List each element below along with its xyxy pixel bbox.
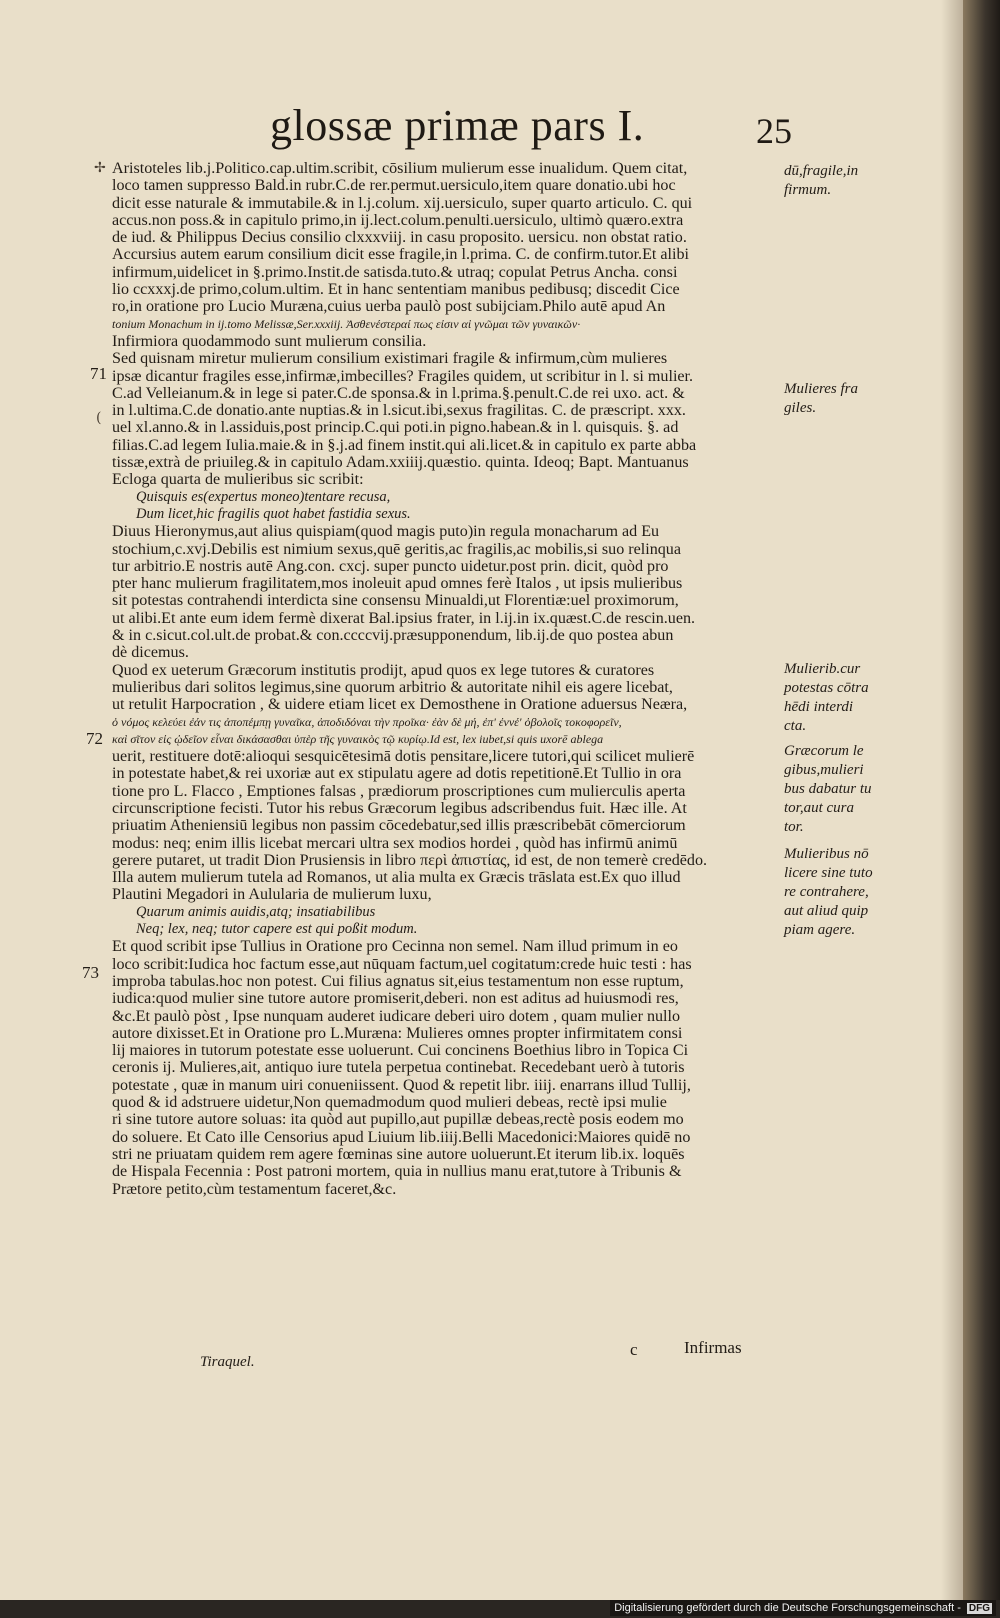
text-line: Ecloga quarta de mulieribus sic scribit:	[112, 471, 364, 489]
digitization-credit	[610, 1600, 996, 1616]
text-line: C.ad Velleianum.& in lege si pater.C.de sponsa.& in l.prima.§.penult.C.de rei uxo. act. &	[112, 384, 685, 402]
text-line: in l.ultima.C.de donatio.ante nuptias.& in l.sicut.ibi,sexus fragilitas. C. de præscript. xxx.	[112, 402, 686, 420]
text-line: Diuus Hieronymus,aut alius quispiam(quod magis puto)in regula monacharum ad Eu	[112, 523, 660, 541]
text-line: Et quod scribit ipse Tullius in Oratione pro Cecinna non semel. Nam illud primum in eo	[112, 938, 678, 956]
margin-number-72: 72	[86, 729, 103, 748]
text-line: accus.non poss.& in capitulo primo,in ij.lect.colum.penulti.uersiculo, ultimò quæro.extra	[112, 211, 684, 229]
text-line: tissæ,extrà de priuileg.& in capitulo Adam.xxiiij.quæstio. quinta. Ideoq; Bapt. Mantuanus	[112, 454, 689, 472]
dfg-logo: DFG	[968, 1602, 990, 1614]
text-line: lij maiores in tutorum potestate esse uoluerunt. Cui concinens Boethius libro in Topica Ci	[112, 1042, 689, 1060]
text-line: Sed quisnam miretur mulierum consilium existimari fragile & infirmum,cùm mulieres	[112, 350, 668, 368]
text-line: in potestate habet,& rei uxoriæ aut ex stipulatu agere ad dotis repetitionē.Et Tullio in ora	[112, 765, 682, 783]
book-edge	[963, 0, 1000, 1600]
text-line: lio ccxxxj.de primo,colum.ultim. Et in hanc sententiam manibus pedibusq; discedit Cice	[112, 281, 680, 299]
text-line: stri ne priuatam quidem rem agere fœminas sine autore uoluerunt.Et iterum lib.ix. loquēs	[112, 1145, 685, 1163]
text-line: priuatim Atheniensiū legibus non passim cōcedebatur,sed illis præscribebāt cōmerciorum	[112, 817, 686, 835]
text-line: do soluere. Et Cato ille Censorius apud Liuium lib.iiij.Belli Macedonici:Maiores quidē no	[112, 1128, 691, 1146]
text-line: ceronis ij. Mulieres,ait, antiquo iure tutela perpetua continebat. Recedebant uerò à tutoris	[112, 1059, 685, 1077]
text-line: ut retulit Harpocration , & uidere etiam licet ex Demosthene in Oratione aduersus Neæra,	[112, 696, 688, 714]
text-line: uerit, restituere dotē:alioqui sesquicētesimā dotis pensitare,licere tutori,qui scilicet mulierē	[112, 748, 695, 766]
bracket-mark-icon: (	[96, 410, 102, 426]
text-line: sit potestas contrahendi interdicta sine consensu Minualdi,ut Florentiæ:uel proximorum,	[112, 592, 679, 610]
sidenote-mulieres-fragiles: Mulieres fra giles.	[784, 381, 859, 416]
text-line: de Hispala Fecennia : Post patroni mortem, quia in nullius manu erat,tutore à Tribunis &	[112, 1163, 682, 1181]
text-line: Illa autem mulierum tutela ad Romanos, ut alia multa ex Græcis trāslata est.Ex quo illud	[112, 869, 681, 887]
text-line-greek: ὁ νόμος κελεύει ἐάν τις ἀποπέμπῃ γυναῖκα, ἀποδιδόναι τὴν προῖκα· ἐὰν δὲ μή, ἐπ' ἐννέ' ὀβολοῖς τοκοφορεῖν,	[112, 714, 622, 729]
text-line: improba tabulas.hoc non potest. Cui filius agnatus sit,eius testamentum non esse ruptum,	[112, 972, 684, 990]
text-line: ro,in oratione pro Lucio Muræna,cuius uerba paulò post subijciam.Philo autē apud An	[112, 298, 666, 316]
page-number: 25	[756, 111, 792, 151]
margin-number-71: 71	[90, 364, 107, 383]
text-line: dicit esse naturale & immutabile.& in l.j.colum. xij.uersiculo, super quarto articulo. C. qui	[112, 194, 693, 212]
text-line: pter hanc mulierum fragilitatem,mos inoleuit apud omnes ferè Italos , ut ipsis mulieribus	[112, 575, 683, 593]
text-line: mulieribus dari solitos legimus,sine quorum arbitrio & autoritate nihil eis agere licebat,	[112, 678, 673, 696]
text-line: autore dixisset.Et in Oratione pro L.Muræna: Mulieres omnes propter infirmitatem consi	[112, 1024, 683, 1042]
signature-mark: c	[630, 1340, 638, 1359]
verse-line: Neq; lex, neq; tutor capere est qui poßit modum.	[136, 921, 418, 938]
text-line: Aristoteles lib.j.Politico.cap.ultim.scribit, cōsilium mulierum esse inualidum. Quem citat,	[112, 160, 688, 177]
sidenote-fragile: dū,fragile,in firmum.	[784, 163, 859, 198]
pilcrow-mark-icon: ✢	[94, 160, 106, 176]
sidenote-potestas: Mulierib.cur potestas cōtra hēdi interdi cta.	[784, 661, 869, 734]
text-line: dè dicemus.	[112, 644, 189, 662]
text-line: loco tamen suppresso Bald.in rubr.C.de rer.permut.uersiculo,item quare donatio.ubi hoc	[112, 177, 676, 195]
text-line: Quod ex ueterum Græcorum institutis prodijt, apud quos ex lege tutores & curatores	[112, 661, 655, 679]
text-line: iudica:quod mulier sine tutore autore promiserit,deberi. non est aditus ad huiusmodi res,	[112, 990, 679, 1008]
running-title: glossæ primæ pars I.	[270, 101, 645, 150]
text-line: ri sine tutore autore soluas: ita quòd aut pupillo,aut pupillæ debeas,rectè posis eodem mo	[112, 1111, 684, 1129]
margin-number-73: 73	[82, 963, 99, 982]
text-line: potestate , quæ in manum uiri conueniissent. Quod & repetit libr. iiij. enarrans illud Tullij,	[112, 1076, 691, 1094]
text-line: infirmum,uidelicet in §.primo.Instit.de satisda.tuto.& utraq; copulat Petrus Ancha. consi	[112, 263, 678, 281]
text-line: tur arbitrio.E nostris autē Ang.con. cxcj. super puncto uidetur.post prin. dicit, quòd pro	[112, 557, 669, 575]
text-line: &c.Et paulò pòst , Ipse nunquam auderet iudicare deberi uiro dotem , quam mulier nullo	[112, 1007, 681, 1025]
text-line: ut alibi.Et ante eum idem fermè dixerat Bal.ipsius frater, in l.ij.in ix.quæst.C.de rescin.uen.	[112, 609, 696, 627]
text-line-greek: tonium Monachum in ij.tomo Melissæ,Ser.xxxiij. Ἀσθενέστεραί πως εἰσιν αἱ γνῶμαι τῶν γυναικῶν·	[112, 316, 581, 331]
sidenote-sine-tutore: Mulieribus nō licere sine tuto re contrahere, aut aliud quip piam agere.	[784, 846, 873, 938]
verse-line: Quarum animis auidis,atq; insatiabilibus	[136, 903, 376, 920]
text-line: Prætore petito,cùm testamentum faceret,&c.	[112, 1180, 397, 1198]
text-line: Plautini Megadori in Aulularia de mulierum luxu,	[112, 886, 432, 904]
text-line: & in c.sicut.col.ult.de probat.& con.ccccvij.præsupponendum, lib.ij.de quo postea abun	[112, 627, 674, 645]
text-line: quod & id adstruere uidetur,Non quemadmodum quod mulieri debeas, rectè ipsi mulie	[112, 1094, 667, 1112]
text-line: Infirmiora quodammodo sunt mulierum consilia.	[112, 332, 427, 350]
text-line: filias.C.ad legem Iulia.maie.& in §.j.ad finem instit.qui ali.licet.& in capitulo ex parte abba	[112, 436, 697, 454]
text-line: stochium,c.xvj.Debilis est nimium sexus,quē geritis,ac fragilis,ac mobilis,si suo relinqua	[112, 540, 682, 558]
sidenote-graecorum-legibus: Græcorum le gibus,mulieri bus dabatur tu tor,aut cura tor.	[784, 743, 872, 835]
text-line: tione pro L. Flacco , Emptiones falsas , prædiorum proscriptiones cum mulierculis aperta	[112, 782, 686, 800]
text-line: modus: neq; enim illis licebat mercari ultra sex modios hordei , quòd has infirmū animū	[112, 834, 678, 852]
text-line: circunscriptione fecisti. Tutor his rebus Græcorum legibus adscribendus fuit. Hæc ille. At	[112, 799, 687, 817]
verse-line: Quisquis es(expertus moneo)tentare recusa,	[136, 488, 391, 505]
body-text	[112, 160, 784, 1198]
text-line: uel xl.anno.& in l.assiduis,post princip.C.qui poti.in pigno.habean.& in l. quisquis. §. ad	[112, 419, 679, 437]
text-line-greek: καὶ σῖτον εἰς ᾠδεῖον εἶναι δικάσασθαι ὑπὲρ τῆς γυναικὸς τῷ κυρίῳ.Id est, lex iubet,si quis uxorē ablega	[112, 731, 604, 746]
text-line: Accursius autem earum consilium dicit esse fragile,in l.prima. C. de confirm.tutor.Et alibi	[112, 246, 689, 264]
running-footer-name: Tiraquel.	[200, 1354, 255, 1370]
catchword: Infirmas	[684, 1338, 742, 1357]
credit-text: Digitalisierung gefördert durch die Deutsche Forschungsgemeinschaft -	[614, 1602, 961, 1614]
text-line: de iud. & Philippus Decius consilio clxxxviij. in casu proposito. uersicu. non obstat ratio.	[112, 229, 687, 247]
text-line: loco scribit:Iudica hoc factum esse,aut nūquam factum,uel cogitatum:crede huic testi : has	[112, 955, 692, 973]
text-line: ipsæ dicantur fragiles esse,infirmæ,imbecilles? Fragiles quidem, ut scribitur in l. si mulier.	[112, 367, 694, 385]
verse-line: Dum licet,hic fragilis quot habet fastidia sexus.	[136, 505, 411, 522]
text-line: gerere putaret, ut tradit Dion Prusiensis in libro περὶ ἀπιστίας, id est, de non temerè credēdo.	[112, 851, 708, 869]
